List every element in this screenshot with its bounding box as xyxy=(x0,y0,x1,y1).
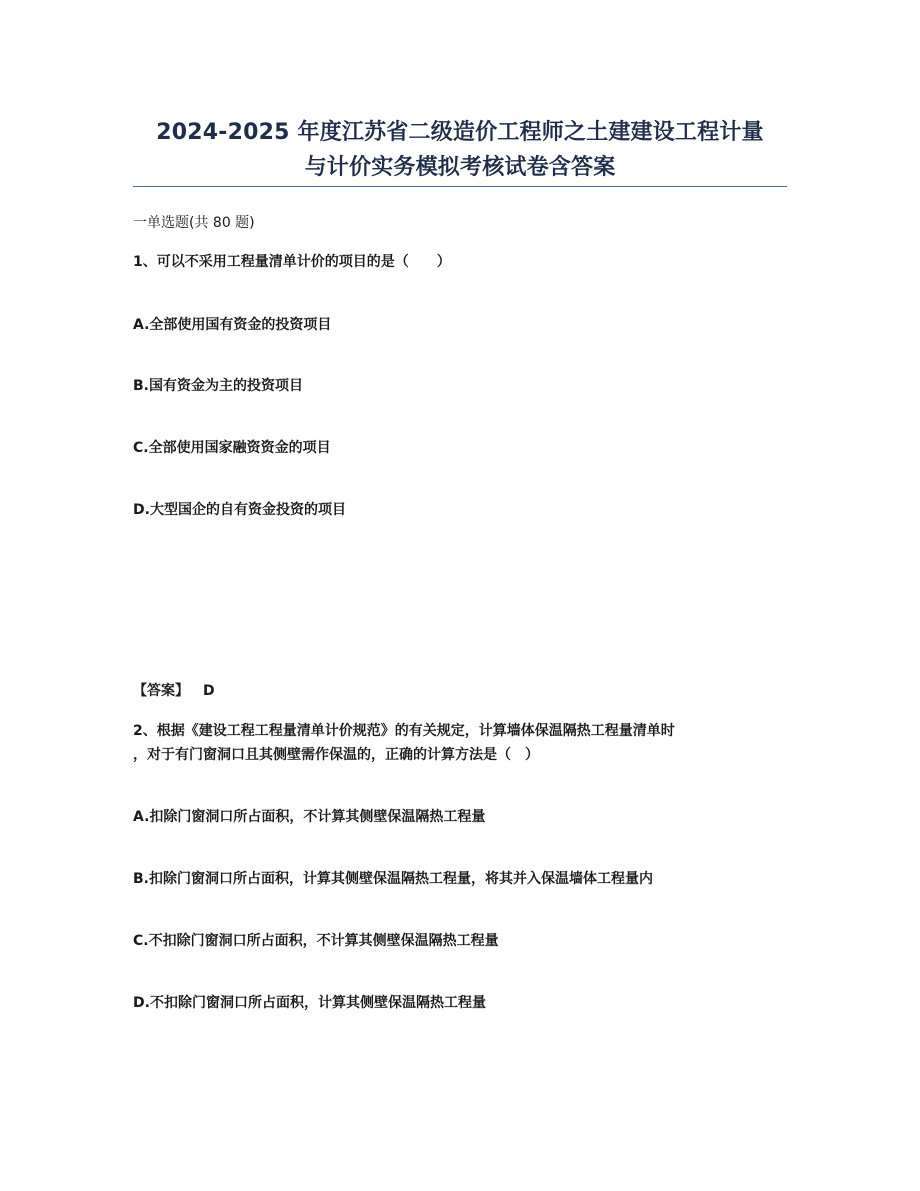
question-2-option-c: C.不扣除门窗洞口所占面积，不计算其侧壁保温隔热工程量 xyxy=(133,933,499,949)
question-2-text-line-2: ，对于有门窗洞口且其侧壁需作保温的，正确的计算方法是（ ） xyxy=(133,747,539,763)
document-title-line-1: 2024-2025 年度江苏省二级造价工程师之土建建设工程计量 xyxy=(156,120,764,145)
question-2-option-d: D.不扣除门窗洞口所占面积，计算其侧壁保温隔热工程量 xyxy=(133,995,486,1011)
question-1-option-c: C.全部使用国家融资资金的项目 xyxy=(133,440,331,456)
question-1-option-b: B.国有资金为主的投资项目 xyxy=(133,378,303,394)
section-heading: 一单选题(共 80 题) xyxy=(133,215,255,231)
answer-value: D xyxy=(203,683,215,699)
question-1-option-d: D.大型国企的自有资金投资的项目 xyxy=(133,502,346,518)
question-2-text-line-1: 2、根据《建设工程工程量清单计价规范》的有关规定，计算墙体保温隔热工程量清单时 xyxy=(133,723,675,739)
question-1-option-a: A.全部使用国有资金的投资项目 xyxy=(133,317,332,333)
question-2-option-b: B.扣除门窗洞口所占面积，计算其侧壁保温隔热工程量，将其并入保温墙体工程量内 xyxy=(133,871,653,887)
title-divider xyxy=(133,186,787,187)
question-2-option-a: A.扣除门窗洞口所占面积，不计算其侧壁保温隔热工程量 xyxy=(133,809,486,825)
document-title-line-2: 与计价实务模拟考核试卷含答案 xyxy=(304,155,616,180)
question-1-answer xyxy=(133,682,215,700)
answer-label: 【答案】 xyxy=(133,683,189,699)
question-1-text: 1、可以不采用工程量清单计价的项目的是（ ） xyxy=(133,254,451,270)
